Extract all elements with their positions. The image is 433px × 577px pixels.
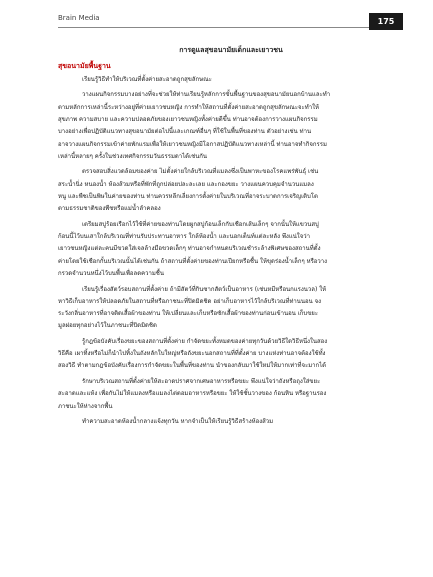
header-divider: [58, 27, 403, 28]
text-line: วิธีคือ เผาทิ้งหรือไม่ก็นำไปทิ้งในถังหลักใบใหญ่หรือถังขยะนอกสถานที่ที่ตั้งค่าย บางแห่งท่านอาจต้องใช้ทั้ง: [58, 350, 326, 358]
text-line: บางอย่างเพื่อปฏิบัติแนวทางสุขอนามัยต่อไปนี้และเกณฑ์อื่นๆ ที่ใช้ในพื้นที่ของท่าน ตัวอย่างเช่น ท่าน: [58, 128, 312, 136]
text-line: รู้กฎข้อบังคับเรื่องขยะของสถานที่ตั้งค่าย กำจัดขยะทั้งหมดของค่ายทุกวันด้วยวิธีใดวิธีหนึ่งในสอง: [82, 337, 328, 345]
paragraph: [58, 74, 404, 86]
paragraph: [58, 166, 404, 215]
text-line: ตามหลักการเหล่านี้ระหว่างอยู่ที่ค่ายเยาวชนหญิง การทำให้สถานที่ตั้งค่ายสะอาดถูกสุขลักษณะจะทำให้: [58, 103, 319, 111]
text-line: ภาชนะให้ห่างจากพื้น: [58, 402, 113, 410]
text-line: หนู และพืชเป็นพิษในค่ายของท่าน ท่านควรหลีกเลี่ยงการตั้งค่ายในบริเวณที่อาจระบาดการเจริญเติบโต: [58, 193, 318, 201]
text-line: ตามธรรมชาติของพืชหรือแม่น้ำลำคลอง: [58, 205, 161, 213]
text-line: อาจวางแผนกิจกรรมเข้าค่ายพักแรมเพื่อให้เยาวชนหญิงมีโอกาสปฏิบัติแนวทางเหล่านี้ ท่านอาจทำกิจกรรม: [58, 140, 327, 148]
paragraph: [58, 89, 404, 163]
text-line: สะอาดและแห้ง เพื่อกันไม่ให้แมลงหรือแมลงไต่ตอมอาหารหรือขยะ ให้ใช้ชั้นวางของ ก้อนหิน หรือฐานรอง: [58, 390, 327, 398]
text-line: วางแผนกิจกรรมบางอย่างที่จะช่วยให้ท่านเรียนรู้หลักการขั้นพื้นฐานของสุขอนามัยนอกบ้านและทำ: [82, 91, 331, 99]
paragraph: [58, 336, 404, 373]
text-line: สระน้ำนิ่ง หนองน้ำ ห้องส้วมหรือที่พักที่ถูกปล่อยปละละเลย และกองขยะ วางแผนควบคุมจำนวนแมลง: [58, 180, 314, 188]
page-header: [0, 0, 433, 34]
paragraph: [58, 416, 404, 428]
text-line: ก้อนนี้ไว้บนเสาใกล้บริเวณที่ท่านรับประทานอาหาร ใกล้ห้องน้ำ และนอกเต็นท์แต่ละหลัง พึงแน่ใจว่า: [58, 233, 310, 241]
paragraph: [58, 376, 404, 413]
text-line: เรียนรู้เรื่องสัตว์รอบสถานที่ตั้งค่าย ถ้ามีสัตว์ที่กินซากสัตว์เป็นอาหาร (เช่นหมีหรือนกแรงนวล) ให้: [82, 285, 327, 293]
paragraph: [58, 284, 404, 333]
text-line: ตรวจสอบสิ่งแวดล้อมของค่าย ไม่ตั้งค่ายใกล้บริเวณที่แมลงซึ่งเป็นพาหะของโรคแพร่พันธุ์ เช่น: [82, 168, 319, 176]
running-header-brand: Brain Media: [58, 14, 100, 22]
text-line: รักษาบริเวณสถานที่ตั้งค่ายให้สะอาดปราศจากเศษอาหารหรือขยะ พึงแน่ใจว่าถังหรือถุงใส่ขยะ: [82, 377, 321, 385]
body-text: [58, 74, 404, 428]
text-line: หาวิธีเก็บอาหารให้ปลอดภัยในสถานที่หรือภาชนะที่ปิดมิดชิด อย่าเก็บอาหารไว้ใกล้บริเวณที่ท่านนอน จง: [58, 297, 322, 305]
page-number-badge: 175: [369, 13, 403, 30]
text-line: ทำความสะอาดห้องน้ำกลางแจ้งทุกวัน หากจำเป็นให้เรียนรู้วิธีสร้างห้องส้วม: [82, 418, 274, 426]
subsection-heading: สุขอนามัยพื้นฐาน: [58, 62, 111, 70]
text-line: ระวังกลิ่นอาหารที่อาจติดเสื้อผ้าของท่าน ให้เปลี่ยนและเก็บหรือซักเสื้อผ้าของท่านก่อนเข้านอน เก็บขยะ: [58, 310, 319, 318]
text-line: เหล่านี้หลายๆ ครั้งในช่วงเทศกิจกรรมวันธรรมดาได้เช่นกัน: [58, 152, 208, 160]
text-line: เรียนรู้วิธีทำให้บริเวณที่ตั้งค่ายสะอาดถูกสุขลักษณะ: [82, 76, 212, 83]
text-line: สองวิธี ทำตามกฎข้อบังคับเรื่องการกำจัดขยะในพื้นที่ของท่าน นำของกลับมาใช้ใหม่ให้มากเท่าที่จะมากได้: [58, 362, 327, 370]
text-line: เตรียมสบู่ร้อยเรือกไว้ใช้ที่ค่ายของท่านโดยผูกสบู่ก้อนเล็กกับเชือกเส้นเล็กๆ จากนั้นให้แขวนสบู่: [82, 220, 319, 228]
paragraph: [58, 219, 404, 280]
text-line: สุขภาพ ความสบาย และความปลอดภัยของเยาวชนหญิงทั้งค่ายดีขึ้น ท่านอาจต้องการวางแผนกิจกรรม: [58, 116, 318, 124]
text-line: มูลฝอยทุกอย่างไว้ในภาชนะที่ปิดมิดชิด: [58, 322, 157, 330]
text-line: เยาวชนหญิงแต่ละคนมีขวดใส่เจลล้างมือขวดเล็กๆ ท่านอาจกำหนดบริเวณชำระล้างพิเศษของสถานที่ตั้ง: [58, 245, 321, 253]
text-line: ค่ายโดยใช้เชือกกั้นบริเวณนั้นได้เช่นกัน ถ้าสถานที่ตั้งค่ายของท่านเปียกหรือชื้น ให้ขุดร่องน้ำเล็กๆ หรือวาง: [58, 257, 328, 265]
page-body: [58, 42, 404, 428]
section-title: การดูแลสุขอนามัยเด็กและเยาวชน: [179, 46, 283, 54]
text-line: กรวดจำนวนหนึ่งไว้บนพื้นเพื่อลดความชื้น: [58, 270, 164, 278]
